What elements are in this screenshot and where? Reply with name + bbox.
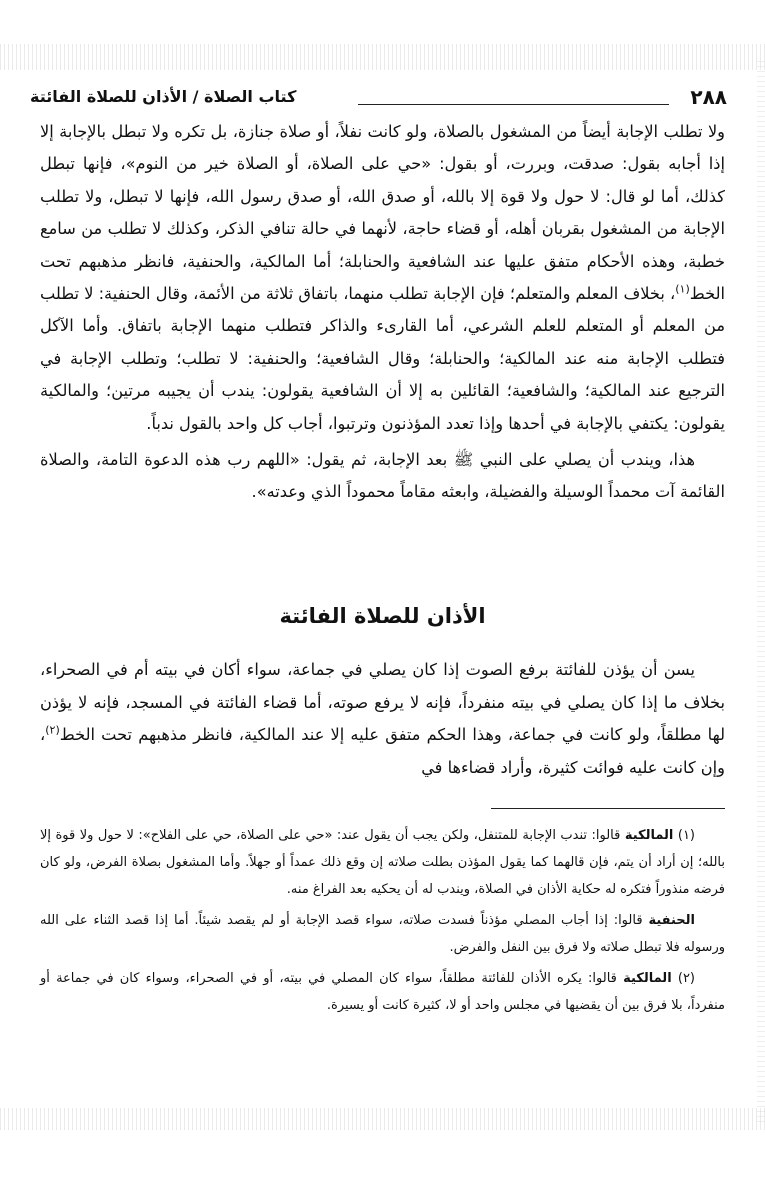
paragraph-3-part-b: ، وإن كانت عليه فوائت كثيرة، وأراد قضاءها في — [40, 725, 725, 777]
paragraph-1 — [40, 116, 725, 440]
page-header — [30, 82, 727, 114]
footnote-separator — [491, 808, 725, 809]
paragraph-1-part-a: ولا تطلب الإجابة أيضاً من المشغول بالصلاة، ولو كانت نفلاً، أو صلاة جنازة، بل تكره ولا تبطل بالإجابة إلا إذا أجابه بقول: صدقت، وبررت، أو بقول: «حي على الصلاة، أو الصلاة خير من النوم»، فإنها تبطل كذلك، أما لو قال: لا حول ولا قوة إلا بالله، أو صدق الله، أو صدق رسول الله، فإنها لا تبطل، ولا تطلب الإجابة من المشغول بقربان أهله، أو قضاء حاجة، لأنهما في حالة تنافي الذكر، وكذلك لا تطلب من سامع خطبة، وهذه الأحكام متفق عليها عند الشافعية والحنابلة؛ أما المالكية، والحنفية، فانظر مذهبهم تحت الخط — [40, 122, 725, 304]
main-text-block — [40, 116, 725, 509]
footnote-1b-text: قالوا: إذا أجاب المصلي مؤذناً فسدت صلاته، سواء قصد الإجابة أو لم يقصد شيئاً. أما إذا قصد الثناء على الله ورسوله فلا تبطل صلاته ولا فرق بين النفل والفرض. — [40, 913, 725, 955]
footnote-2 — [40, 965, 725, 1019]
footnote-1 — [40, 822, 725, 903]
section-text-block — [40, 654, 725, 784]
page-number: ٢٨٨ — [690, 85, 727, 109]
footnote-1-number: (١) — [677, 828, 695, 843]
footnote-1b — [40, 907, 725, 961]
footnote-ref-2: (٢) — [45, 723, 60, 737]
paragraph-2: هذا، ويندب أن يصلي على النبي ﷺ بعد الإجابة، ثم يقول: «اللهم رب هذه الدعوة التامة، والصلاة القائمة آت محمداً الوسيلة والفضيلة، وابعثه مقاماً محموداً الذي وعدته». — [40, 450, 725, 502]
footnote-ref-1: (١) — [675, 282, 690, 296]
paragraph-3 — [40, 654, 725, 784]
section-heading: الأذان للصلاة الفائتة — [279, 604, 486, 628]
paragraph-3-part-a: يسن أن يؤذن للفائتة برفع الصوت إذا كان يصلي في جماعة، سواء أكان في بيته أم في الصحراء، بخلاف ما إذا كان يصلي في بيته منفرداً، فإنه لا يرفع صوته، أما قضاء الفائتة في المسجد، فإنه لا يؤذن لها مطلقاً، ولو كانت في جماعة، وهذا الحكم متفق عليه إلا عند المالكية، فانظر مذهبهم تحت الخط — [40, 660, 725, 745]
running-title: كتاب الصلاة / الأذان للصلاة الفائتة — [30, 87, 297, 106]
scan-noise-right — [757, 60, 765, 1122]
footnote-2-label: المالكية — [623, 971, 672, 986]
footnote-1-label: المالكية — [624, 828, 674, 843]
footnote-2-text: قالوا: يكره الأذان للفائتة مطلقاً، سواء كان المصلي في بيته، أو في الصحراء، وسواء كان في جماعة أو منفرداً، بلا فرق بين أن يقضيها في مجلس واحد أو لا، كثيرة كانت أو يسيرة. — [40, 971, 725, 1013]
paragraph-1-part-b: ، بخلاف المعلم والمتعلم؛ فإن الإجابة تطلب منهما، باتفاق ثلاثة من الأئمة، وقال الحنفية: لا تطلب من المعلم أو المتعلم للعلم الشرعي، أما القارىء والذاكر فتطلب منهما الإجابة باتفاق. وأما الآكل فتطلب الإجابة منه عند المالكية؛ والحنابلة؛ وقال الشافعية؛ والحنفية: لا تطلب؛ وتطلب الإجابة في الترجيع عند المالكية؛ والشافعية؛ القائلين به إلا أن الشافعية يقولون: يندب أن يجيبه مرتين؛ والمالكية يقولون: يكتفي بالإجابة في أحدها وإذا تعدد المؤذنون وترتبوا، أجاب كل واحد بالقول ندباً. — [40, 284, 725, 433]
header-rule — [358, 104, 669, 105]
footnote-2-number: (٢) — [677, 971, 695, 986]
footnotes — [40, 822, 725, 1023]
footnote-1-text: قالوا: تندب الإجابة للمتنفل، ولكن يجب أن يقول عند: «حي على الصلاة، حي على الفلاح»: لا حول ولا قوة إلا بالله؛ إن أراد أن يتم، فإن قالهما كما يقول المؤذن بطلت صلاته إن وقع ذلك عمداً أو جهلاً. وأما المشغول بصلاة الفرض، ولو كان فرضه منذوراً فتكره له حكاية الأذان في الصلاة، ويندب له أن يحكيه بعد الفراغ منه. — [40, 828, 725, 897]
scan-noise-top — [0, 44, 765, 70]
scan-noise-bottom — [0, 1108, 765, 1130]
footnote-1b-label: الحنفية — [648, 913, 695, 928]
